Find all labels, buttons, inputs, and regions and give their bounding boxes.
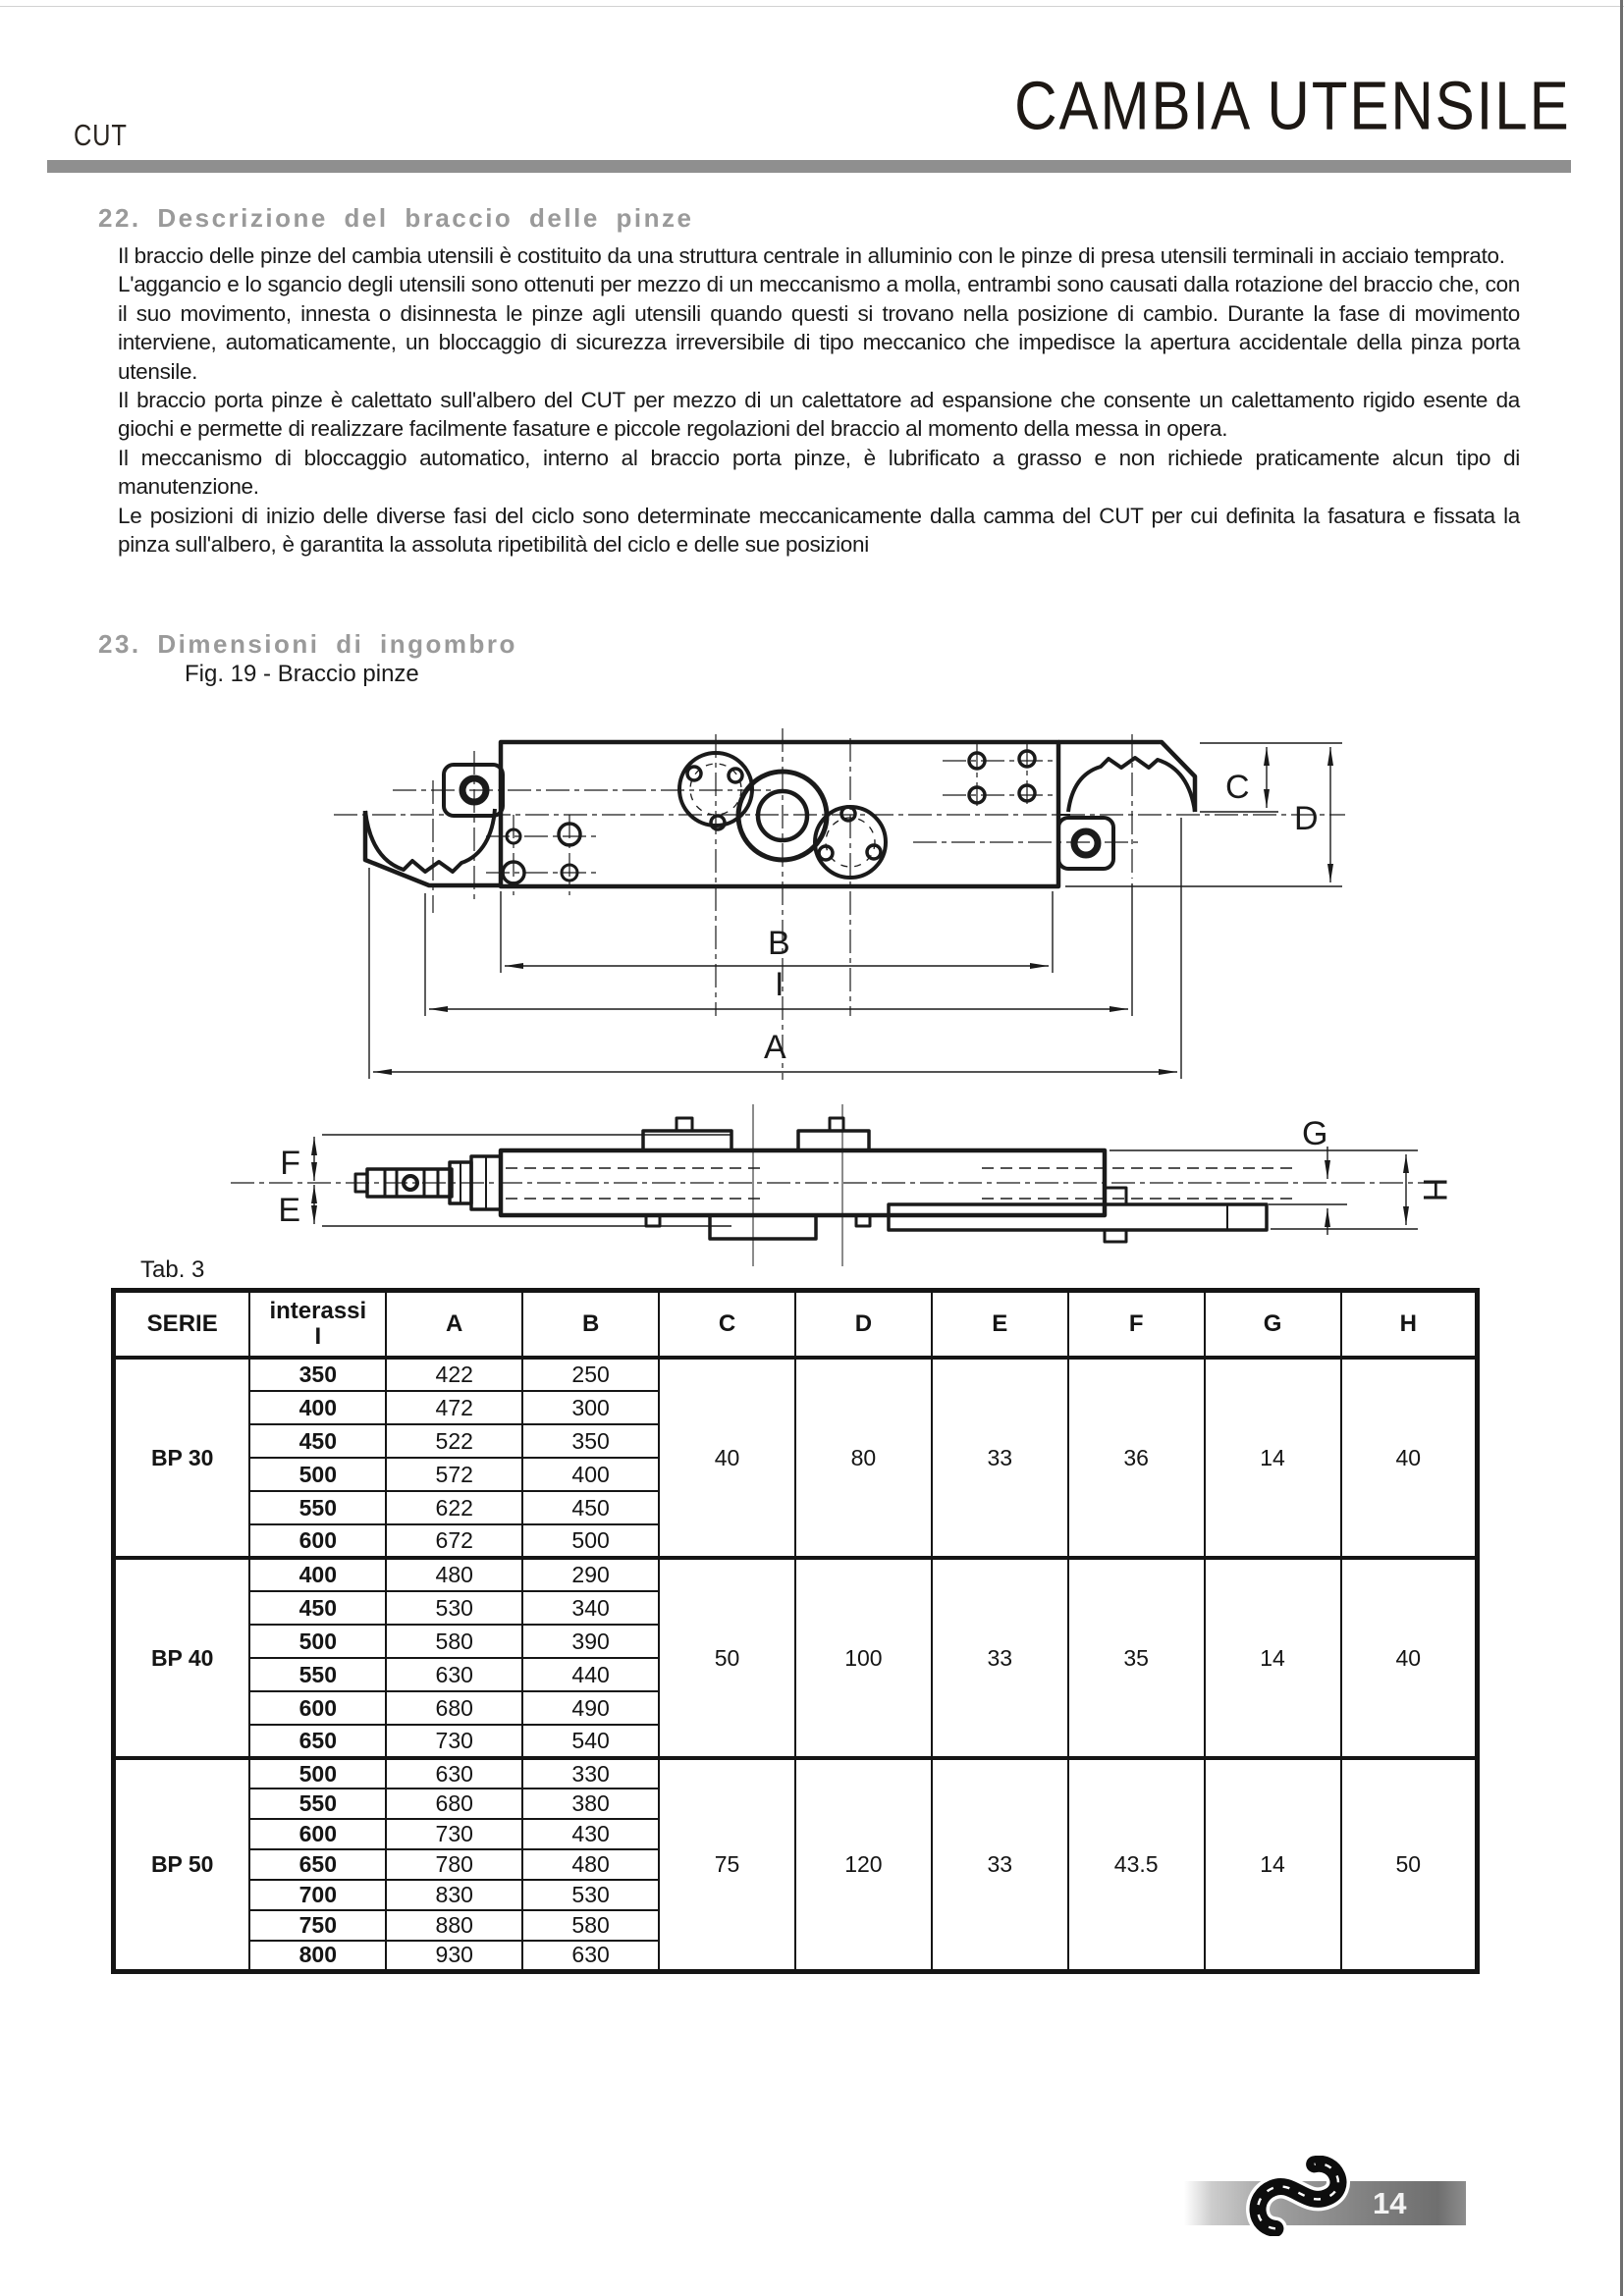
figure-caption: Fig. 19 - Braccio pinze xyxy=(185,661,419,687)
value-a-cell: 680 xyxy=(386,1691,522,1725)
col-header-h: H xyxy=(1341,1291,1478,1359)
interassi-cell: 550 xyxy=(249,1658,386,1691)
interassi-cell: 600 xyxy=(249,1819,386,1849)
value-a-cell: 780 xyxy=(386,1849,522,1880)
value-h-cell: 40 xyxy=(1341,1558,1478,1758)
ribbon-knot-logo-icon xyxy=(1245,2156,1361,2236)
table-row xyxy=(114,1558,1478,1591)
value-b-cell: 490 xyxy=(522,1691,659,1725)
value-a-cell: 880 xyxy=(386,1910,522,1941)
col-header-a: A xyxy=(386,1291,522,1359)
table-row xyxy=(114,1758,1478,1789)
value-a-cell: 730 xyxy=(386,1725,522,1758)
value-e-cell: 33 xyxy=(932,1558,1068,1758)
value-c-cell: 75 xyxy=(659,1758,795,1971)
dim-label-h: H xyxy=(1416,1177,1453,1202)
value-b-cell: 480 xyxy=(522,1849,659,1880)
value-b-cell: 300 xyxy=(522,1391,659,1424)
interassi-cell: 500 xyxy=(249,1458,386,1491)
table-caption: Tab. 3 xyxy=(140,1256,205,1283)
col-header-d: D xyxy=(795,1291,932,1359)
dim-label-i: I xyxy=(775,966,785,1003)
value-b-cell: 250 xyxy=(522,1358,659,1391)
value-h-cell: 50 xyxy=(1341,1758,1478,1971)
value-a-cell: 630 xyxy=(386,1658,522,1691)
serie-cell: BP 50 xyxy=(114,1758,250,1971)
interassi-cell: 350 xyxy=(249,1358,386,1391)
interassi-cell: 550 xyxy=(249,1491,386,1524)
value-f-cell: 36 xyxy=(1068,1358,1205,1558)
paragraph: Il braccio porta pinze è calettato sull'albero del CUT per mezzo di un calettatore ad espansione che consente un calettamento rigido esente da giochi e permette di realizzare facilmente fasature e piccole regolazioni del braccio al momento della messa in opera. xyxy=(118,388,1520,442)
col-header-f: F xyxy=(1068,1291,1205,1359)
value-b-cell: 630 xyxy=(522,1941,659,1971)
interassi-cell: 600 xyxy=(249,1691,386,1725)
value-a-cell: 730 xyxy=(386,1819,522,1849)
value-a-cell: 480 xyxy=(386,1558,522,1591)
dim-label-g: G xyxy=(1302,1115,1328,1152)
paragraph: L'aggancio e lo sgancio degli utensili sono ottenuti per mezzo di un meccanismo a molla, entrambi sono causati dalla rotazione del braccio che, con il suo movimento, innesta o disinnesta le pinze agli utensili quando questi si trovano nella posizione di cambio. Durante la fase di movimento interviene, automaticamente, un bloccaggio di sicurezza irreversibile di tipo meccanico che impedisce la apertura accidentale della pinza porta utensile. xyxy=(118,272,1520,384)
value-c-cell: 50 xyxy=(659,1558,795,1758)
scan-edge-top xyxy=(0,6,1624,7)
value-b-cell: 400 xyxy=(522,1458,659,1491)
value-a-cell: 530 xyxy=(386,1591,522,1625)
dim-label-c: C xyxy=(1225,769,1250,806)
col-header-interassi: interassi I xyxy=(249,1291,386,1359)
scan-edge-right xyxy=(1620,0,1623,2296)
header-divider-bar xyxy=(47,160,1571,173)
product-code: CUT xyxy=(74,118,128,152)
col-header-c: C xyxy=(659,1291,795,1359)
serie-cell: BP 40 xyxy=(114,1558,250,1758)
serie-cell: BP 30 xyxy=(114,1358,250,1558)
value-a-cell: 580 xyxy=(386,1625,522,1658)
col-header-b: B xyxy=(522,1291,659,1359)
value-a-cell: 672 xyxy=(386,1524,522,1558)
interassi-cell: 800 xyxy=(249,1941,386,1971)
gripper-arm-technical-drawing xyxy=(147,721,1591,1281)
interassi-cell: 600 xyxy=(249,1524,386,1558)
interassi-cell: 400 xyxy=(249,1391,386,1424)
value-a-cell: 572 xyxy=(386,1458,522,1491)
interassi-cell: 500 xyxy=(249,1625,386,1658)
side-view xyxy=(231,1104,1434,1266)
value-f-cell: 35 xyxy=(1068,1558,1205,1758)
col-header-e: E xyxy=(932,1291,1068,1359)
interassi-cell: 700 xyxy=(249,1880,386,1910)
section-23-heading: 23. Dimensioni di ingombro xyxy=(98,629,517,659)
interassi-cell: 650 xyxy=(249,1849,386,1880)
value-g-cell: 14 xyxy=(1205,1558,1341,1758)
value-b-cell: 540 xyxy=(522,1725,659,1758)
value-b-cell: 290 xyxy=(522,1558,659,1591)
value-h-cell: 40 xyxy=(1341,1358,1478,1558)
paragraph: Il braccio delle pinze del cambia utensili è costituito da una struttura centrale in alluminio con le pinze di presa utensili terminali in acciaio temprato. xyxy=(118,243,1505,268)
value-g-cell: 14 xyxy=(1205,1358,1341,1558)
interassi-cell: 450 xyxy=(249,1591,386,1625)
value-f-cell: 43.5 xyxy=(1068,1758,1205,1971)
dimensions-table-body xyxy=(114,1358,1478,1971)
value-b-cell: 440 xyxy=(522,1658,659,1691)
interassi-cell: 550 xyxy=(249,1789,386,1819)
interassi-cell: 500 xyxy=(249,1758,386,1789)
interassi-cell: 400 xyxy=(249,1558,386,1591)
value-b-cell: 450 xyxy=(522,1491,659,1524)
value-a-cell: 422 xyxy=(386,1358,522,1391)
value-d-cell: 100 xyxy=(795,1558,932,1758)
page-title: CAMBIA UTENSILE xyxy=(1014,68,1571,144)
dimensions-table-head xyxy=(114,1291,1478,1359)
value-b-cell: 390 xyxy=(522,1625,659,1658)
col-header-serie: SERIE xyxy=(114,1291,250,1359)
col-header-g: G xyxy=(1205,1291,1341,1359)
value-a-cell: 630 xyxy=(386,1758,522,1789)
paragraph: Le posizioni di inizio delle diverse fasi del ciclo sono determinate meccanicamente dalla camma del CUT per cui definita la fasatura e fissata la pinza sull'albero, è garantita la assoluta ripetibilità del ciclo e delle sue posizioni xyxy=(118,503,1520,558)
table-row xyxy=(114,1358,1478,1391)
value-e-cell: 33 xyxy=(932,1358,1068,1558)
value-c-cell: 40 xyxy=(659,1358,795,1558)
value-b-cell: 350 xyxy=(522,1424,659,1458)
dim-label-f: F xyxy=(280,1145,300,1182)
dim-label-b: B xyxy=(768,925,790,962)
value-b-cell: 530 xyxy=(522,1880,659,1910)
value-a-cell: 522 xyxy=(386,1424,522,1458)
value-b-cell: 500 xyxy=(522,1524,659,1558)
dim-label-d: D xyxy=(1294,800,1319,837)
value-a-cell: 680 xyxy=(386,1789,522,1819)
value-b-cell: 380 xyxy=(522,1789,659,1819)
interassi-cell: 750 xyxy=(249,1910,386,1941)
dim-label-e: E xyxy=(278,1192,300,1229)
value-b-cell: 430 xyxy=(522,1819,659,1849)
value-a-cell: 622 xyxy=(386,1491,522,1524)
value-g-cell: 14 xyxy=(1205,1758,1341,1971)
interassi-cell: 450 xyxy=(249,1424,386,1458)
section-22-body xyxy=(118,241,1520,559)
section-22-heading: 22. Descrizione del braccio delle pinze xyxy=(98,203,694,233)
value-a-cell: 472 xyxy=(386,1391,522,1424)
value-a-cell: 830 xyxy=(386,1880,522,1910)
value-b-cell: 580 xyxy=(522,1910,659,1941)
dimensions-table xyxy=(111,1288,1480,1974)
value-e-cell: 33 xyxy=(932,1758,1068,1971)
page-number: 14 xyxy=(1373,2186,1407,2220)
value-b-cell: 340 xyxy=(522,1591,659,1625)
top-view xyxy=(334,728,1345,1080)
value-d-cell: 80 xyxy=(795,1358,932,1558)
dim-label-a: A xyxy=(764,1029,786,1066)
value-a-cell: 930 xyxy=(386,1941,522,1971)
interassi-cell: 650 xyxy=(249,1725,386,1758)
value-d-cell: 120 xyxy=(795,1758,932,1971)
paragraph: Il meccanismo di bloccaggio automatico, interno al braccio porta pinze, è lubrificato a grasso e non richiede praticamente alcun tipo di manutenzione. xyxy=(118,445,1520,500)
value-b-cell: 330 xyxy=(522,1758,659,1789)
